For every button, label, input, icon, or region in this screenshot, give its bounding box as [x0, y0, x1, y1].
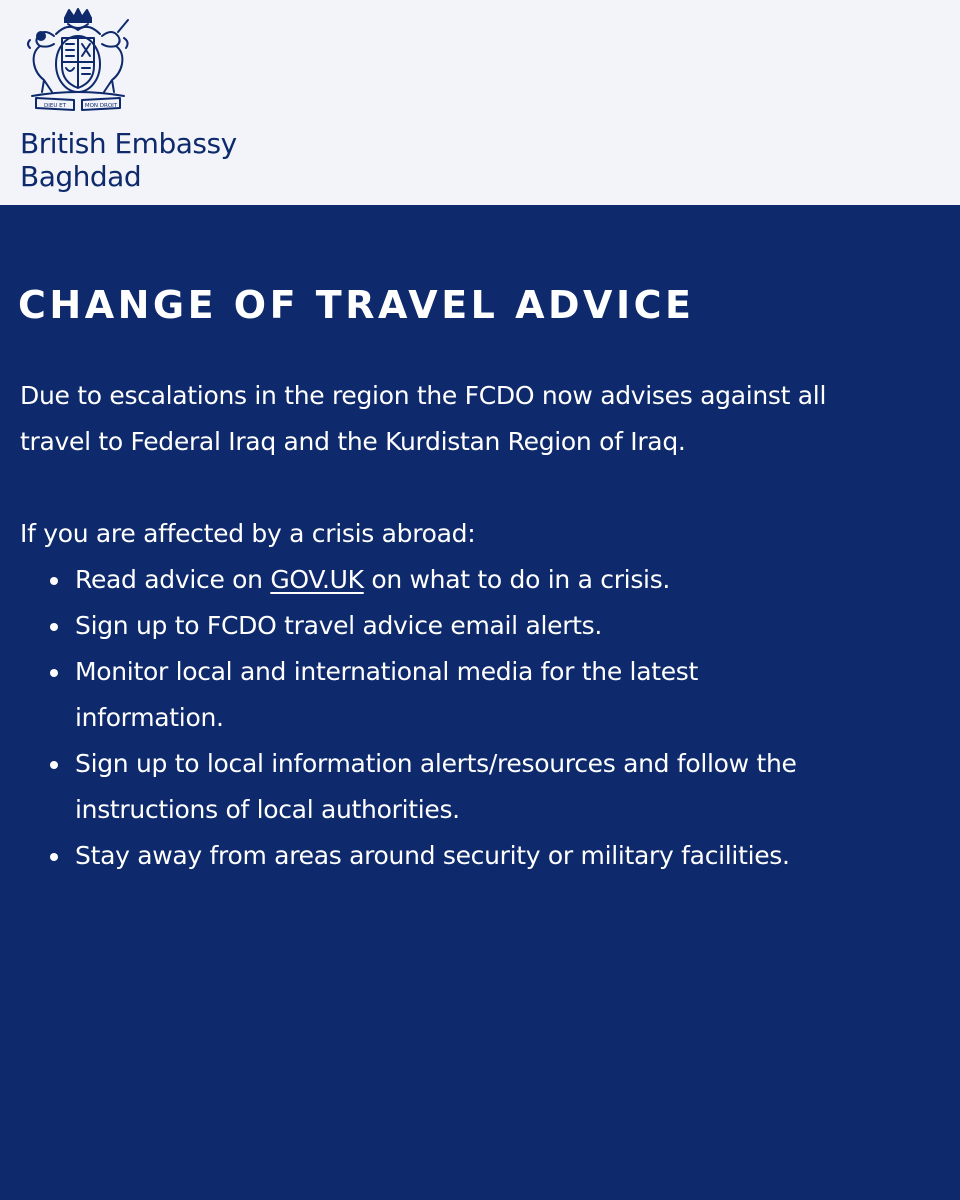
bullet-icon	[50, 761, 58, 769]
crisis-intro: If you are affected by a crisis abroad:	[20, 519, 476, 548]
embassy-name-line1: British Embassy	[20, 127, 237, 160]
list-item-text-line1: Sign up to local information alerts/resources and follow the	[75, 749, 797, 778]
embassy-name-line2: Baghdad	[20, 160, 142, 193]
list-item-text	[75, 557, 950, 603]
embassy-name	[20, 127, 237, 193]
bullet-icon	[50, 669, 58, 677]
list-item-text-line1: Monitor local and international media for the latest	[75, 657, 699, 686]
advisory-line-2: travel to Federal Iraq and the Kurdistan Region of Iraq.	[20, 427, 686, 456]
gov-uk-link[interactable]: GOV.UK	[270, 565, 364, 594]
notice-title: CHANGE OF TRAVEL ADVICE	[18, 283, 695, 327]
list-item-text: Stay away from areas around security or military facilities.	[75, 841, 790, 870]
advisory-line-1: Due to escalations in the region the FCDO now advises against all	[20, 381, 827, 410]
list-item	[20, 603, 950, 649]
list-item-text-line2: instructions of local authorities.	[75, 795, 460, 824]
list-item	[20, 741, 950, 833]
list-item	[20, 557, 950, 603]
notice-body	[0, 205, 960, 1200]
list-item	[20, 833, 950, 879]
advisory-paragraph	[20, 373, 950, 465]
notice-text	[20, 373, 950, 879]
crest-motto-left: DIEU ET	[44, 103, 66, 109]
bullet-icon	[50, 577, 58, 585]
crest-motto-right: MON DROIT	[84, 103, 118, 109]
embassy-header	[0, 0, 960, 205]
list-item	[20, 649, 950, 741]
bullet-icon	[50, 853, 58, 861]
list-item-text-after: on what to do in a crisis.	[363, 565, 671, 594]
list-item-text: Sign up to FCDO travel advice email alerts.	[75, 611, 603, 640]
list-item-text-before: Read advice on	[75, 565, 271, 594]
royal-coat-of-arms-icon	[16, 8, 140, 114]
bullet-icon	[50, 623, 58, 631]
crisis-advice-list	[20, 557, 950, 879]
list-item-text-line2: information.	[75, 703, 224, 732]
